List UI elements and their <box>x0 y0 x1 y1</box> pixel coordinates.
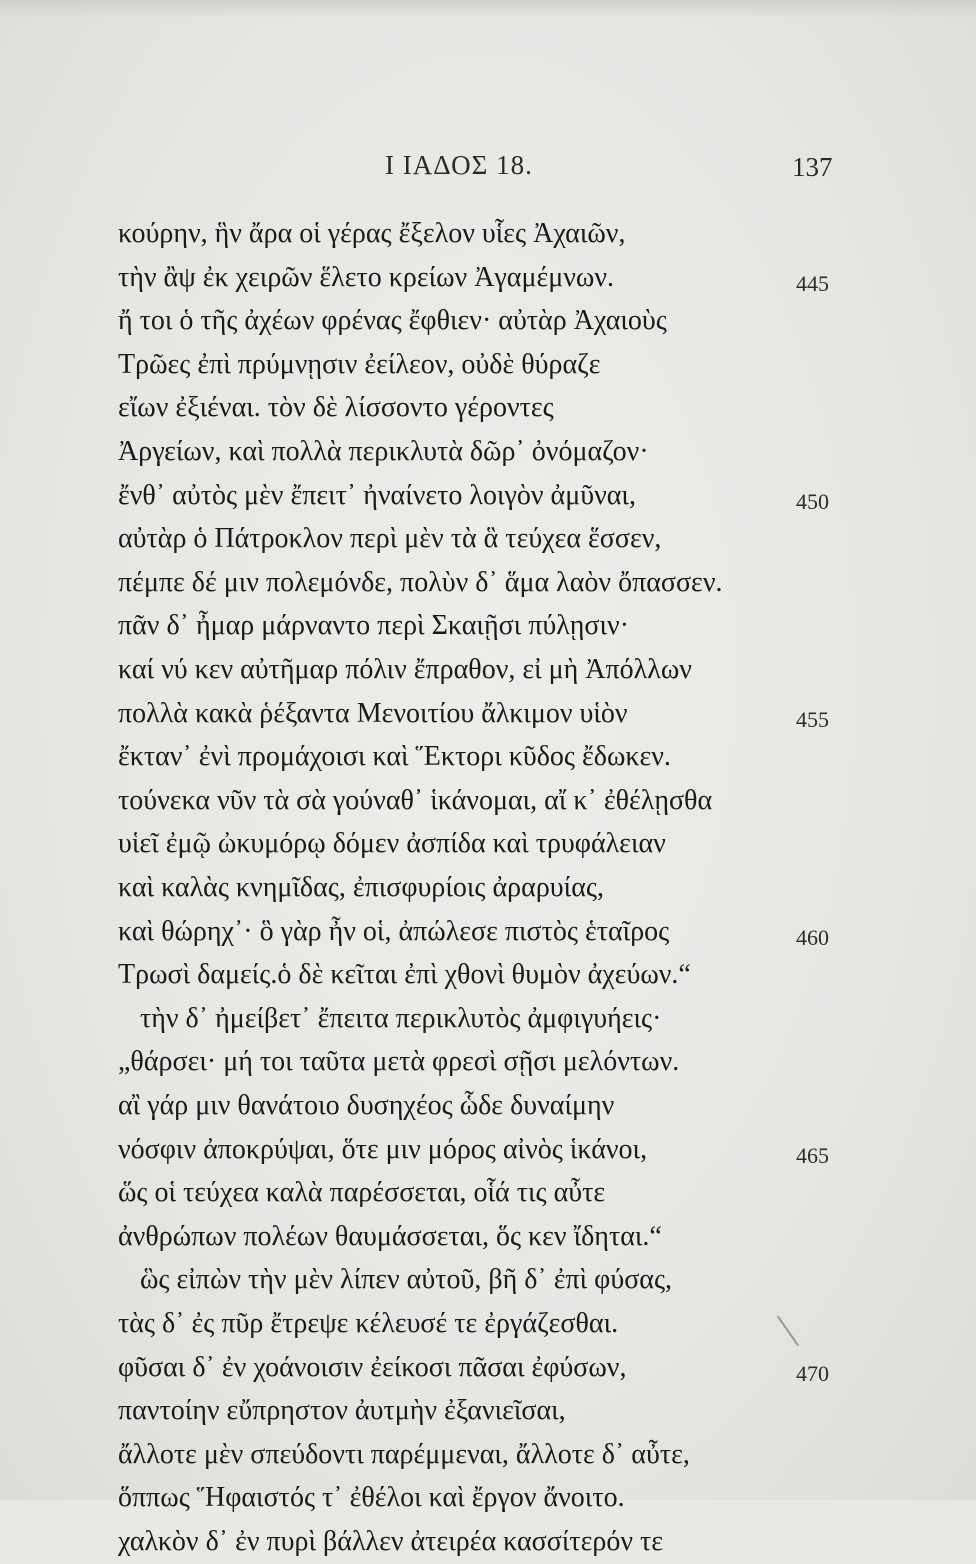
line-number: 460 <box>796 925 829 950</box>
verse-line: τὴν δ᾽ ἠμείβετ᾽ ἔπειτα περικλυτὸς ἀμφιγυήεις· <box>140 1003 662 1034</box>
verse-line: καί νύ κεν αὐτῆμαρ πόλιν ἔπραθον, εἰ μὴ Ἀπόλλων <box>118 654 692 685</box>
verse-line: εἴων ἐξιέναι. τὸν δὲ λίσσοντο γέροντες <box>118 392 554 423</box>
verse-line: τὴν ἂψ ἐκ χειρῶν ἕλετο κρείων Ἀγαμέμνων. <box>118 262 615 293</box>
verse-line: πολλὰ κακὰ ῥέξαντα Μενοιτίου ἄλκιμον υἱὸν <box>118 698 628 729</box>
line-number: 450 <box>796 489 829 514</box>
verse-line: Τρῶες ἐπὶ πρύμνῃσιν ἐείλεον, οὐδὲ θύραζε <box>118 349 601 380</box>
verse-line: Ἀργείων, καὶ πολλὰ περικλυτὰ δῶρ᾽ ὀνόμαζον· <box>118 436 649 467</box>
verse-line: πέμπε δέ μιν πολεμόνδε, πολὺν δ᾽ ἅμα λαὸν ὄπασσεν. <box>118 567 723 598</box>
verse-line: ἔνθ᾽ αὐτὸς μὲν ἔπειτ᾽ ἠναίνετο λοιγὸν ἀμῦναι, <box>118 480 636 511</box>
verse-line: ὣς εἰπὼν τὴν μὲν λίπεν αὐτοῦ, βῆ δ᾽ ἐπὶ φύσας, <box>140 1264 673 1295</box>
verse-line: ἤ τοι ὁ τῆς ἀχέων φρένας ἔφθιεν· αὐτὰρ Ἀχαιοὺς <box>118 305 667 336</box>
verse-line: ἄλλοτε μὲν σπεύδοντι παρέμμεναι, ἄλλοτε δ᾽ αὖτε, <box>118 1439 690 1470</box>
verse-line: κούρην, ἣν ἄρα οἱ γέρας ἔξελον υἷες Ἀχαιῶν, <box>118 218 626 249</box>
verse-line: τούνεκα νῦν τὰ σὰ γούναθ᾽ ἱκάνομαι, αἴ κ᾽ ἐθέλῃσθα <box>118 785 713 816</box>
verse-line: Τρωσὶ δαμείς.ὁ δὲ κεῖται ἐπὶ χθονὶ θυμὸν ἀχεύων.“ <box>118 959 691 990</box>
running-head: Ι ΙΑΔΟΣ 18. <box>385 150 533 180</box>
line-number: 465 <box>796 1143 829 1168</box>
verse-line: ἀνθρώπων πολέων θαυμάσσεται, ὅς κεν ἴδηται.“ <box>118 1221 662 1252</box>
line-number: 470 <box>796 1361 829 1386</box>
verse-line: νόσφιν ἀποκρύψαι, ὅτε μιν μόρος αἰνὸς ἱκάνοι, <box>118 1134 648 1165</box>
verse-line: ὅππως Ἥφαιστός τ᾽ ἐθέλοι καὶ ἔργον ἄνοιτο. <box>118 1482 625 1513</box>
verse-line: καὶ θώρηχ᾽· ὃ γὰρ ἦν οἱ, ἀπώλεσε πιστὸς ἑταῖρος <box>118 916 670 947</box>
verse-line: χαλκὸν δ᾽ ἐν πυρὶ βάλλεν ἀτειρέα κασσίτερόν τε <box>118 1526 664 1557</box>
verse-line: „θάρσει· μή τοι ταῦτα μετὰ φρεσὶ σῇσι μελόντων. <box>118 1046 680 1077</box>
line-number: 445 <box>796 271 829 296</box>
page-number: 137 <box>792 152 833 182</box>
verse-line: αἲ γάρ μιν θανάτοιο δυσηχέος ὧδε δυναίμην <box>118 1090 615 1121</box>
verse-line: ὥς οἱ τεύχεα καλὰ παρέσσεται, οἷά τις αὖτε <box>118 1177 606 1208</box>
verse-line: πᾶν δ᾽ ἦμαρ μάρναντο περὶ Σκαιῇσι πύλῃσιν· <box>118 610 630 641</box>
verse-line: ἔκταν᾽ ἐνὶ προμάχοισι καὶ Ἕκτορι κῦδος ἔδωκεν. <box>118 741 671 772</box>
verse-line: καὶ καλὰς κνημῖδας, ἐπισφυρίοις ἀραρυίας, <box>118 872 604 903</box>
verse-line: αὐτὰρ ὁ Πάτροκλον περὶ μὲν τὰ ἃ τεύχεα ἕσσεν, <box>118 523 662 554</box>
verse-line: υἱεῖ ἐμῷ ὠκυμόρῳ δόμεν ἀσπίδα καὶ τρυφάλειαν <box>118 828 666 859</box>
verse-line: φῦσαι δ᾽ ἐν χοάνοισιν ἐείκοσι πᾶσαι ἐφύσων, <box>118 1352 627 1383</box>
line-number: 455 <box>796 707 829 732</box>
verse-line: τὰς δ᾽ ἐς πῦρ ἔτρεψε κέλευσέ τε ἐργάζεσθαι. <box>118 1308 619 1339</box>
verse-line: παντοίην εὔπρηστον ἀυτμὴν ἐξανιεῖσαι, <box>118 1395 566 1426</box>
